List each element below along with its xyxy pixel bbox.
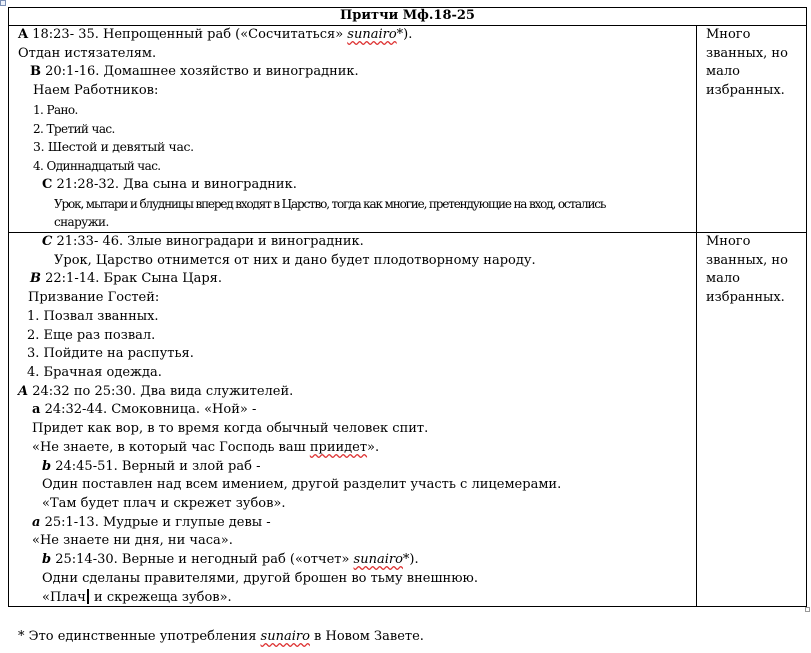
table-title: Притчи Мф.18-25: [340, 8, 475, 23]
column-divider: [696, 25, 697, 607]
list-item[interactable]: 3. Шестой и девятый час.: [33, 139, 194, 154]
list-item[interactable]: 3. Пойдите на распутья.: [27, 346, 194, 361]
text-line[interactable]: «Не знаете ни дня, ни часа».: [32, 533, 233, 548]
footnote[interactable]: * Это единственные употребления sunairo в Новом Завете.: [18, 629, 424, 644]
list-item[interactable]: 2. Еще раз позвал.: [27, 328, 156, 343]
text-line[interactable]: Один поставлен над всем имением, другой разделит участь с лицемерами.: [42, 477, 562, 492]
line-c-21[interactable]: C 21:28-32. Два сына и виноградник.: [42, 177, 297, 192]
line-a-25-1[interactable]: a 25:1-13. Мудрые и глупые девы -: [32, 515, 271, 530]
text-line[interactable]: Наем Работников:: [33, 83, 159, 98]
text-line[interactable]: Придет как вор, в то время когда обычный человек спит.: [32, 421, 429, 436]
table-move-handle[interactable]: [0, 0, 6, 6]
text-line[interactable]: Отдан истязателям.: [18, 46, 157, 61]
list-item[interactable]: 1. Позвал званных.: [27, 309, 159, 324]
greek-term: sunairo: [353, 552, 403, 567]
chiasm-label: B: [30, 64, 41, 79]
line-b-20[interactable]: B 20:1-16. Домашнее хозяйство и виноградник.: [30, 64, 359, 79]
line-b-24-45[interactable]: b 24:45-51. Верный и злой раб -: [42, 459, 261, 474]
verse-ref: 18:23- 35.: [28, 27, 104, 42]
line-b-22[interactable]: B 22:1-14. Брак Сына Царя.: [30, 271, 222, 286]
text-line[interactable]: Одни сделаны правителями, другой брошен во тьму внешнюю.: [42, 571, 478, 586]
chiasm-label: C: [42, 234, 53, 249]
chiasm-label: C: [42, 177, 53, 192]
line-a-18[interactable]: A 18:23- 35. Непрощенный раб («Сосчитаться» sunairo*).: [18, 27, 413, 42]
spellcheck-word: приидет: [309, 440, 368, 455]
chiasm-label: A: [18, 384, 29, 399]
side-note-2: Много званных, но мало избранных.: [706, 234, 788, 306]
text-line[interactable]: «Не знаете, в который час Господь ваш приидет».: [32, 440, 380, 455]
text-cursor: [87, 589, 89, 604]
table-resize-handle[interactable]: [805, 607, 810, 612]
list-item[interactable]: 1. Рано.: [33, 103, 78, 117]
text-line[interactable]: Урок, мытари и блудницы вперед входят в Царство, тогда как многие, претендующие на вход, остались: [54, 197, 606, 211]
text-line[interactable]: снаружи.: [54, 215, 109, 229]
text-line[interactable]: Призвание Гостей:: [28, 290, 160, 305]
text-line[interactable]: Урок, Царство отнимется от них и дано будет плодотворному народу.: [54, 253, 536, 268]
chiasm-label: b: [42, 459, 52, 474]
chiasm-label: a: [32, 515, 41, 530]
line-a-24-32[interactable]: a 24:32-44. Смоковница. «Ной» -: [32, 402, 257, 417]
line-c-21-33[interactable]: C 21:33- 46. Злые виноградари и виноградник.: [42, 234, 364, 249]
chiasm-label: A: [18, 27, 29, 42]
chiasm-label: B: [30, 271, 41, 286]
list-item[interactable]: 4. Одиннадцатый час.: [33, 159, 161, 173]
list-item[interactable]: 2. Третий час.: [33, 122, 115, 136]
greek-term: sunairo: [260, 629, 310, 644]
text-line[interactable]: «Там будет плач и скрежет зубов».: [42, 496, 286, 511]
line-b-25-14[interactable]: b 25:14-30. Верные и негодный раб («отчет» sunairo*).: [42, 552, 419, 567]
line-a-24[interactable]: A 24:32 по 25:30. Два вида служителей.: [18, 384, 294, 399]
greek-term: sunairo: [347, 27, 397, 42]
text-line-with-caret[interactable]: «Плач и скрежеща зубов».: [42, 590, 232, 605]
list-item[interactable]: 4. Брачная одежда.: [27, 365, 162, 380]
chiasm-label: a: [32, 402, 41, 417]
chiasm-label: b: [42, 552, 52, 567]
side-note-1: Много званных, но мало избранных.: [706, 27, 788, 99]
